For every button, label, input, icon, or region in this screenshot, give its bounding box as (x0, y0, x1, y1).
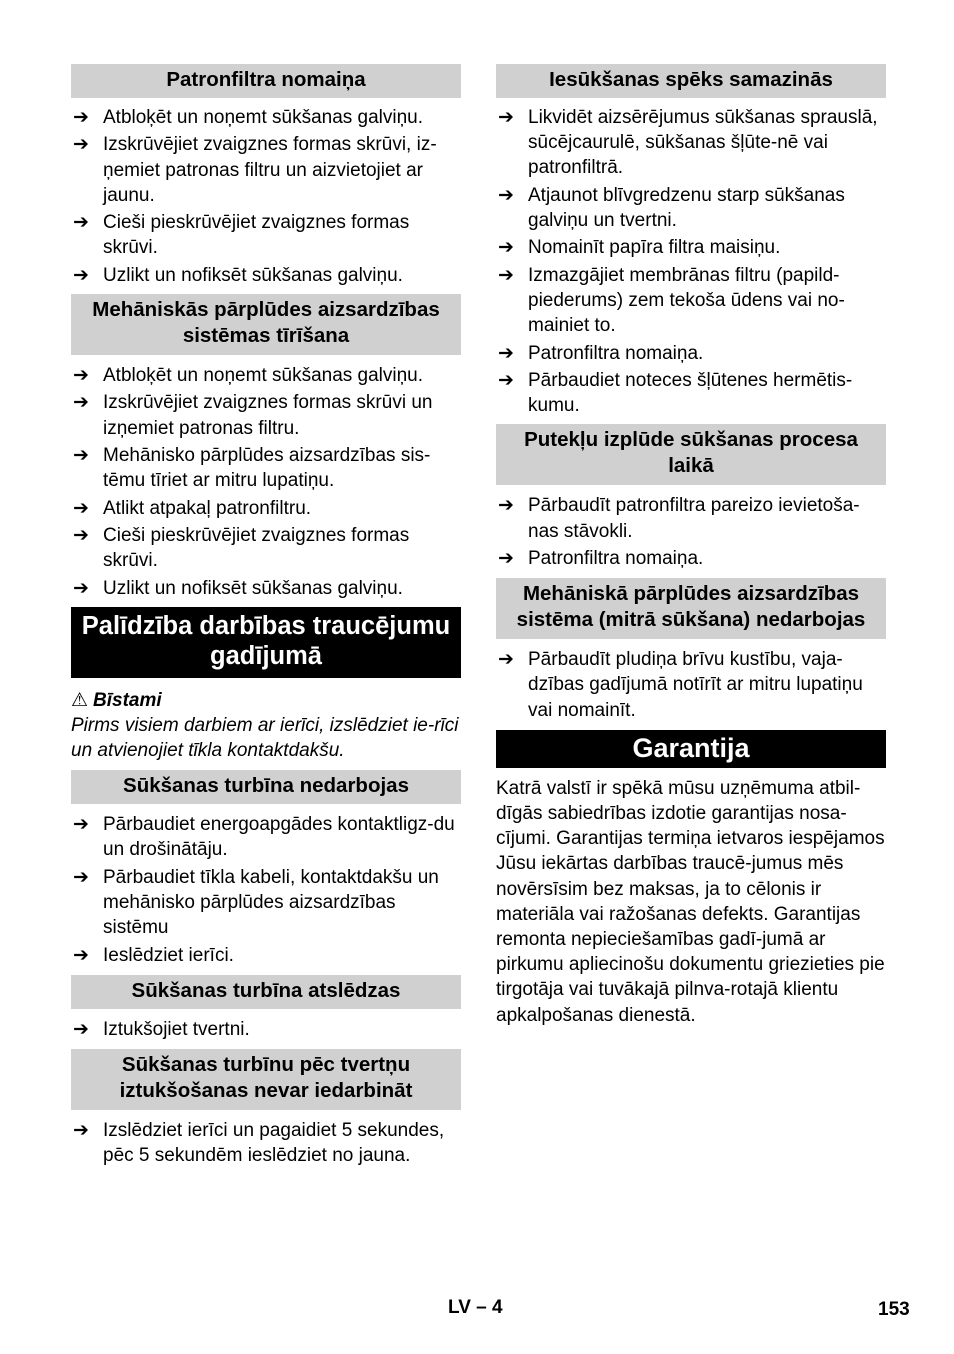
section-heading-cartridge-replacement: Patronfiltra nomaiņa (71, 64, 461, 98)
arrow-icon: ➔ (73, 866, 89, 888)
list-item: ➔ Pārbaudīt patronfiltra pareizo ievietoša-nas stāvokli. (498, 495, 860, 542)
arrow-icon: ➔ (73, 497, 89, 519)
section-heading-dust-escapes: Putekļu izplūde sūkšanas procesa laikā (496, 424, 886, 485)
warning-heading (71, 688, 461, 713)
list-item: ➔ Atjaunot blīvgredzenu starp sūkšanas galviņu un tvertni. (498, 184, 845, 231)
arrow-icon: ➔ (498, 369, 514, 391)
list-suction-power-drops (496, 105, 886, 418)
warning-text: Pirms visiem darbiem ar ierīci, izslēdziet ie-rīci un atvienojiet tīkla kontaktdakšu. (71, 714, 459, 761)
arrow-icon: ➔ (498, 107, 514, 128)
list-item: ➔ Mehānisko pārplūdes aizsardzības sis-tēmu tīriet ar mitru lupatiņu. (73, 444, 431, 492)
list-overflow-cleaning (71, 363, 461, 601)
section-heading-overflow-cleaning: Mehāniskās pārplūdes aizsardzības sistēmas tīrīšana (71, 294, 461, 355)
list-item: ➔ Uzlikt un nofiksēt sūkšanas galviņu. (71, 263, 461, 288)
warranty-paragraph: Katrā valstī ir spēkā mūsu uzņēmuma atbil-dīgās sabiedrības izdotie garantijas nosa-cījumi. Garantijas termiņa ietvaros iespējamos Jūsu iekārtas darbības traucē-jumus mēs novērsīsim bez maksas, ja to cēlonis ir materiāla vai ražošanas defekts. Garantijas remonta nepieciešamības gadī-jumā ar pirkumu apliecinošu dokumentu griezieties pie tirgotāja vai tuvākajā pilnva-rotajā klientu apkalpošanas dienestā. (496, 777, 885, 1026)
list-overflow-not-working (496, 647, 886, 723)
arrow-icon: ➔ (73, 524, 89, 546)
arrow-icon: ➔ (73, 1018, 89, 1040)
list-turbine-cannot-start (71, 1118, 461, 1168)
list-item: ➔ Ieslēdziet ierīci. (71, 943, 461, 968)
list-item: ➔ Cieši pieskrūvējiet zvaigznes formas skrūvi. (73, 212, 410, 259)
arrow-icon: ➔ (73, 134, 89, 156)
list-item: ➔ Patronfiltra nomaiņa. (496, 341, 886, 366)
chapter-banner-warranty: Garantija (496, 730, 886, 768)
arrow-icon: ➔ (73, 944, 89, 966)
list-item: ➔ Pārbaudiet energoapgādes kontaktligz-du un drošinātāju. (73, 814, 455, 861)
list-turbine-not-working (71, 812, 461, 968)
section-heading-turbine-not-working: Sūkšanas turbīna nedarbojas (71, 770, 461, 804)
arrow-icon: ➔ (498, 237, 514, 259)
list-item: ➔ Nomainīt papīra filtra maisiņu. (496, 235, 886, 260)
arrow-icon: ➔ (73, 814, 89, 836)
section-heading-overflow-not-working: Mehāniskā pārplūdes aizsardzības sistēma (mitrā sūkšana) nedarbojas (496, 578, 886, 639)
list-item: ➔ Izmazgājiet membrānas filtru (papild-piederums) zem tekoša ūdens vai no-mainiet to. (498, 264, 845, 337)
arrow-icon: ➔ (73, 264, 89, 286)
list-dust-escapes (496, 493, 886, 571)
list-turbine-switches-off (71, 1017, 461, 1042)
list-item: ➔ Atbloķēt un noņemt sūkšanas galviņu. (71, 363, 461, 388)
right-column (496, 64, 886, 1028)
arrow-icon: ➔ (73, 107, 89, 128)
section-heading-turbine-cannot-start: Sūkšanas turbīnu pēc tvertņu iztukšošanas nevar iedarbināt (71, 1049, 461, 1110)
section-heading-suction-power-drops: Iesūkšanas spēks samazinās (496, 64, 886, 98)
arrow-icon: ➔ (498, 342, 514, 364)
footer-language-page: LV – 4 (448, 1297, 503, 1318)
arrow-icon: ➔ (73, 444, 89, 466)
arrow-icon: ➔ (498, 495, 514, 517)
list-item: ➔ Izskrūvējiet zvaigznes formas skrūvi un izņemiet patronas filtru. (73, 392, 433, 439)
arrow-icon: ➔ (498, 547, 514, 569)
list-item: ➔ Iztukšojiet tvertni. (71, 1017, 461, 1042)
list-item: ➔ Atbloķēt un noņemt sūkšanas galviņu. (71, 105, 461, 130)
list-item: ➔ Izskrūvējiet zvaigznes formas skrūvi, iz-ņemiet patronas filtru un aizvietojiet ar jaunu. (73, 134, 437, 206)
arrow-icon: ➔ (498, 649, 514, 671)
footer-page-number: 153 (878, 1299, 910, 1320)
list-item: ➔ Uzlikt un nofiksēt sūkšanas galviņu. (71, 576, 461, 601)
arrow-icon: ➔ (498, 264, 514, 286)
list-cartridge-replacement (71, 105, 461, 288)
arrow-icon: ➔ (73, 212, 89, 234)
arrow-icon: ➔ (73, 577, 89, 599)
warning-label: Bīstami (93, 689, 162, 711)
arrow-icon: ➔ (73, 364, 89, 386)
chapter-banner-troubleshooting: Palīdzība darbības traucējumu gadījumā (71, 607, 461, 678)
arrow-icon: ➔ (73, 392, 89, 414)
list-item: ➔ Likvidēt aizsērējumus sūkšanas sprauslā, sūcējcaurulē, sūkšanas šļūte-nē vai patronfiltrā. (498, 107, 878, 179)
arrow-icon: ➔ (498, 184, 514, 206)
list-item: ➔ Atlikt atpakaļ patronfiltru. (71, 496, 461, 521)
arrow-icon: ➔ (73, 1119, 89, 1141)
left-column (71, 64, 461, 1171)
list-item: ➔ Cieši pieskrūvējiet zvaigznes formas skrūvi. (73, 524, 410, 572)
warning-triangle-icon: ⚠ (71, 689, 89, 711)
list-item: ➔ Pārbaudiet tīkla kabeli, kontaktdakšu un mehānisko pārplūdes aizsardzības sistēmu (73, 866, 439, 939)
list-item: ➔ Izslēdziet ierīci un pagaidiet 5 sekundes, pēc 5 sekundēm ieslēdziet no jauna. (73, 1119, 445, 1167)
list-item: ➔ Pārbaudīt pludiņa brīvu kustību, vaja-dzības gadījumā notīrīt ar mitru lupatiņu vai nomainīt. (498, 649, 863, 721)
list-item: ➔ Pārbaudiet noteces šļūtenes hermētis-kumu. (498, 369, 853, 417)
section-heading-turbine-switches-off: Sūkšanas turbīna atslēdzas (71, 975, 461, 1009)
list-item: ➔ Patronfiltra nomaiņa. (496, 546, 886, 571)
